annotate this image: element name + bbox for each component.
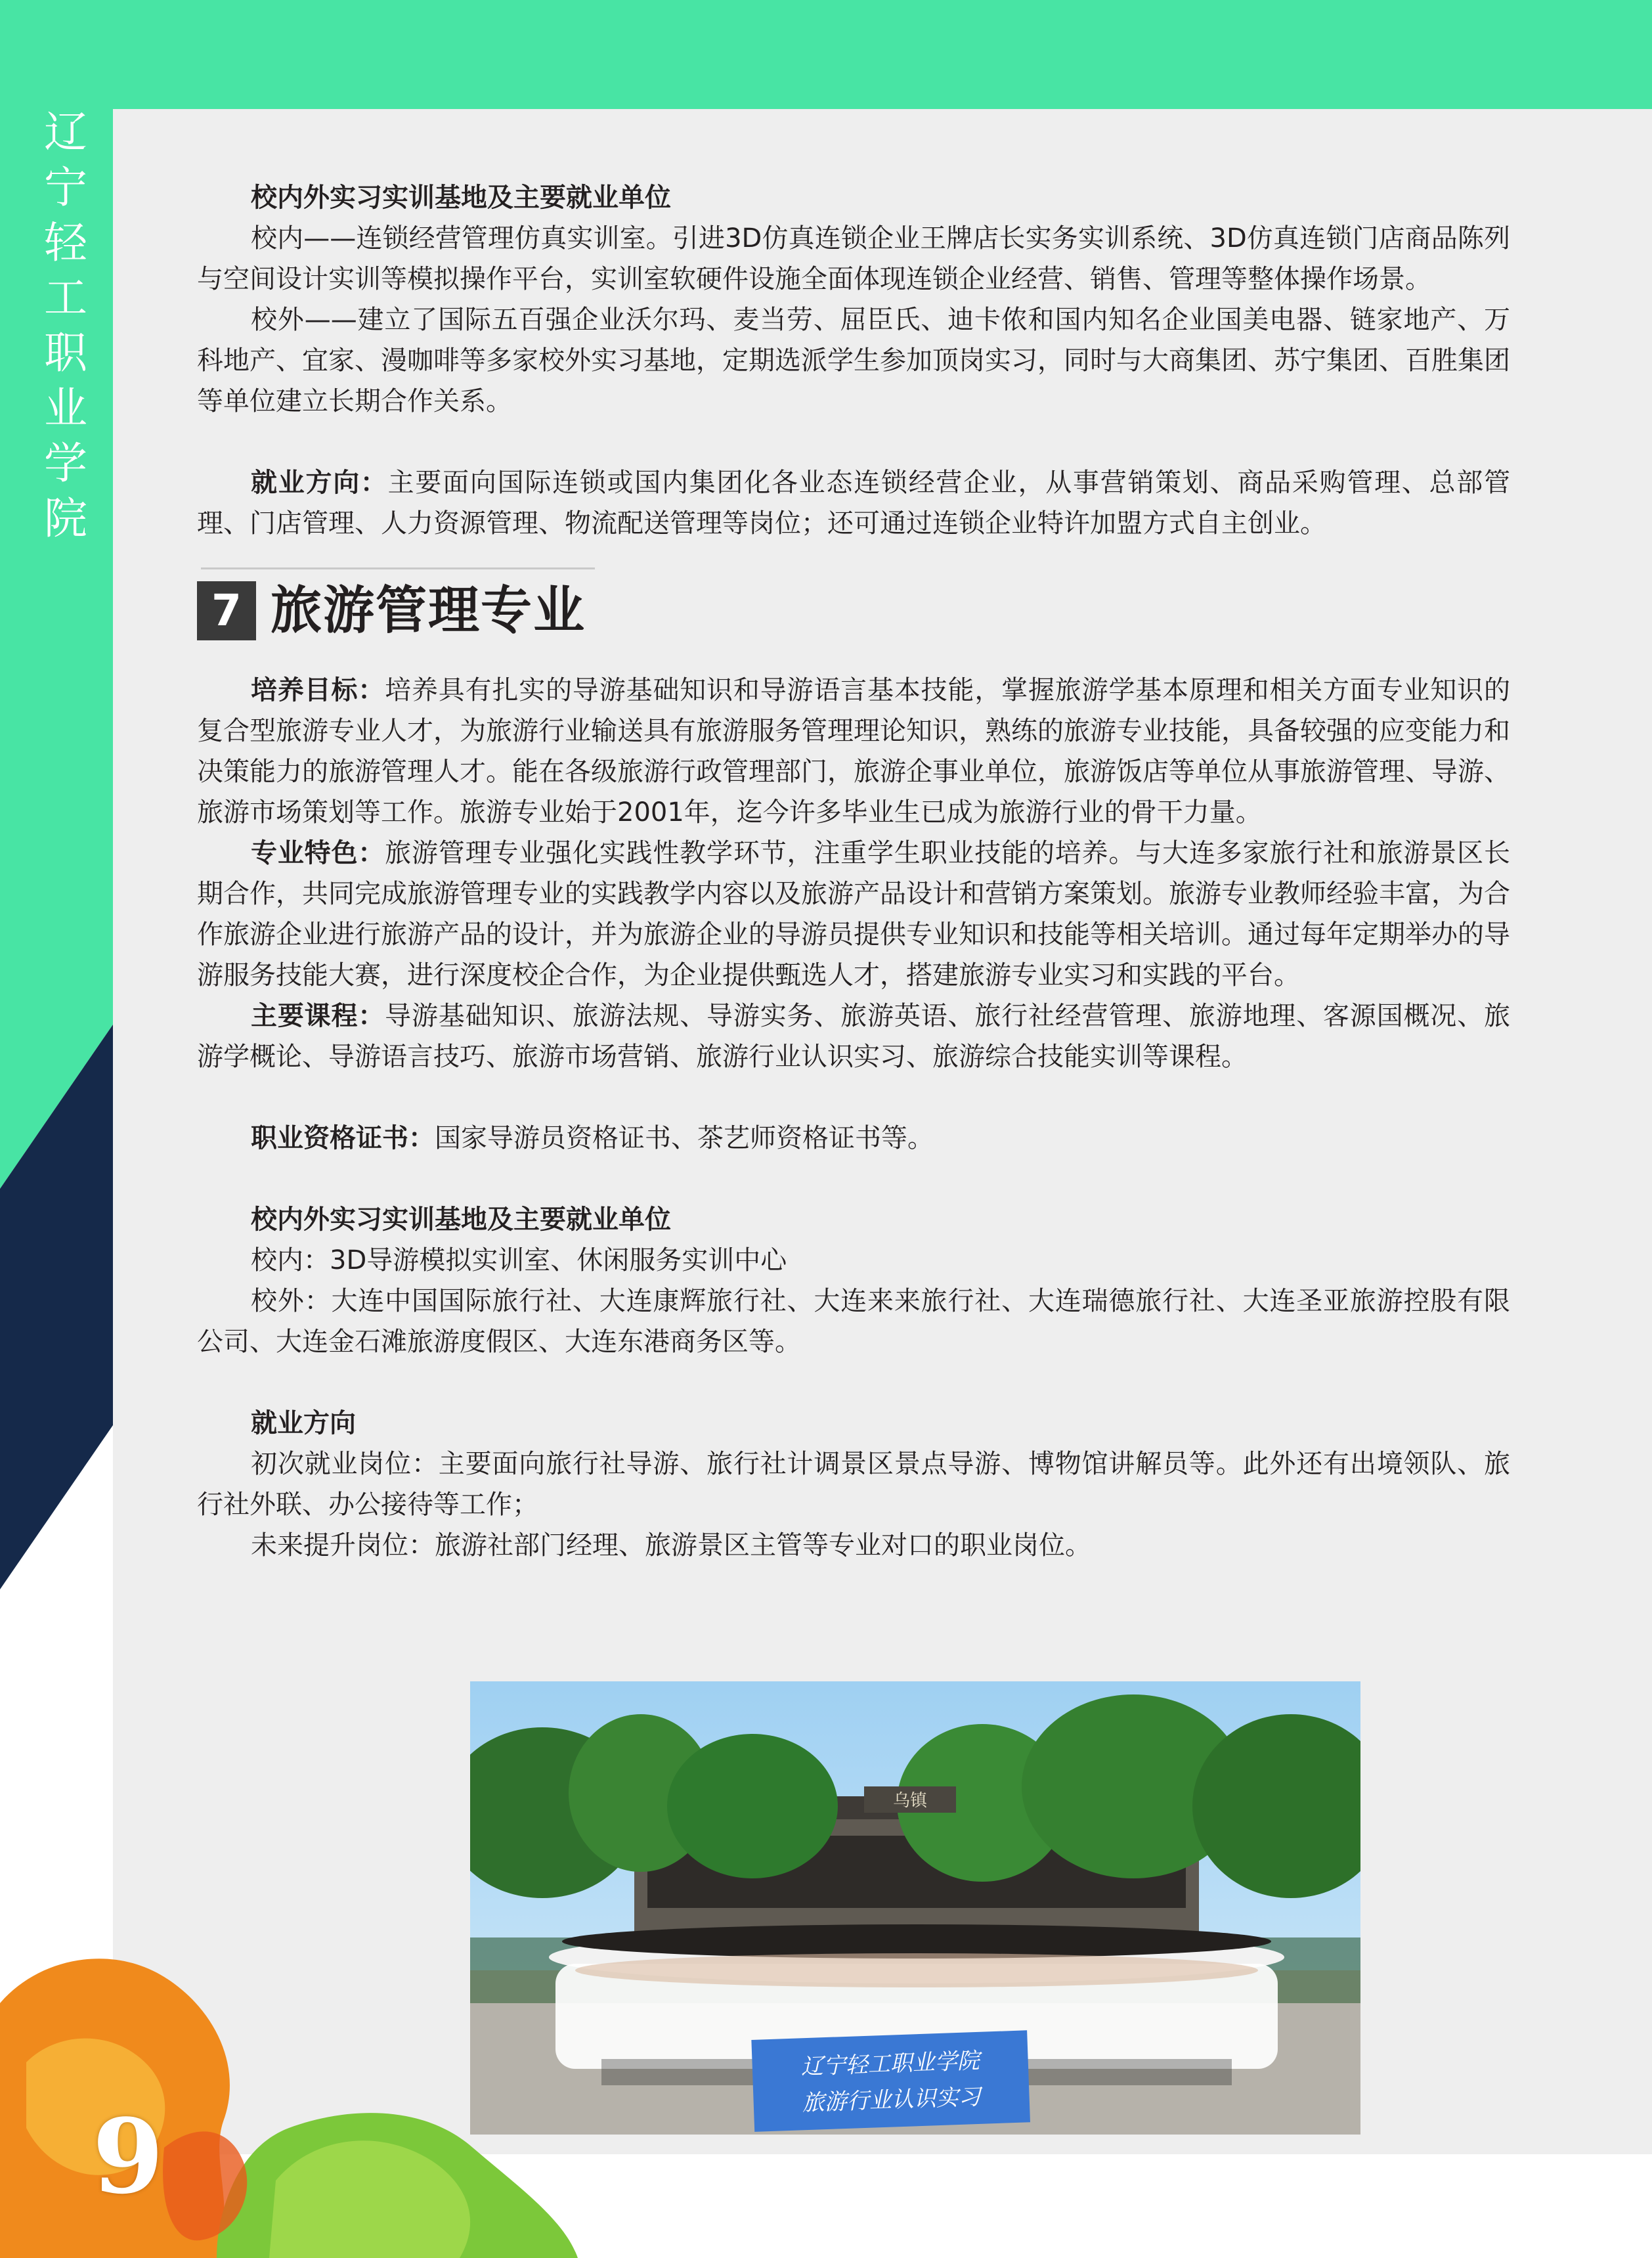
page-number: 9 xyxy=(92,2096,164,2217)
certificates: 职业资格证书：国家导游员资格证书、茶艺师资格证书等。 xyxy=(251,1123,934,1153)
section-heading xyxy=(197,567,1510,645)
base-top-outside: 校外——建立了国际五百强企业沃尔玛、麦当劳、屈臣氏、迪卡侬和国内知名企业国美电器、链家地产、万科地产、宜家、漫咖啡等多家校外实习基地，定期选派学生参加顶岗实习，同时与大商集团、苏宁集团、百胜集团等单位建立长期合作关系。 xyxy=(197,305,1510,416)
base-top-heading: 校内外实习实训基地及主要就业单位 xyxy=(251,183,671,213)
side-band xyxy=(0,0,113,2258)
base-top-inside: 校内——连锁经营管理仿真实训室。引进3D仿真连锁企业王牌店长实务实训系统、3D仿真连锁门店商品陈列与空间设计实训等模拟操作平台，实训室软硬件设施全面体现连锁企业经营、销售、管理等整体操作场景。 xyxy=(197,223,1510,294)
article-body xyxy=(197,177,1510,1566)
employment-bottom-heading: 就业方向 xyxy=(251,1408,356,1438)
base-bottom-inside: 校内：3D导游模拟实训室、休闲服务实训中心 xyxy=(251,1245,787,1275)
employment-top: 就业方向：主要面向国际连锁或国内集团化各业态连锁经营企业，从事营销策划、商品采购管理、总部管理、门店管理、人力资源管理、物流配送管理等岗位；还可通过连锁企业特许加盟方式自主创业。 xyxy=(197,468,1511,539)
section-title: 旅游管理专业 xyxy=(271,581,586,640)
banner-line1: 辽宁轻工职业学院 xyxy=(800,2047,980,2081)
section-rule xyxy=(201,567,595,569)
top-color-band xyxy=(0,0,1652,109)
gate-sign: 乌镇 xyxy=(892,1791,928,1811)
base-bottom-heading: 校内外实习实训基地及主要就业单位 xyxy=(251,1205,671,1235)
banner-line2: 旅游行业认识实习 xyxy=(802,2083,982,2117)
training-goal: 培养目标：培养具有扎实的导游基础知识和导游语言基本技能，掌握旅游学基本原理和相关方面专业知识的复合型旅游专业人才，为旅游行业输送具有旅游服务管理理论知识，熟练的旅游专业技能，具备较强的应变能力和决策能力的旅游管理人才。能在各级旅游行政管理部门，旅游企事业单位，旅游饭店等单位从事旅游管理、导游、旅游市场策划等工作。旅游专业始于2001年，迄今许多毕业生已成为旅游行业的骨干力量。 xyxy=(197,675,1511,828)
main-courses: 主要课程：导游基础知识、旅游法规、导游实务、旅游英语、旅行社经营管理、旅游地理、客源国概况、旅游学概论、导游语言技巧、旅游市场营销、旅游行业认识实习、旅游综合技能实训等课程。 xyxy=(197,1001,1511,1072)
base-bottom-outside: 校外：大连中国国际旅行社、大连康辉旅行社、大连来来旅行社、大连瑞德旅行社、大连圣亚旅游控股有限公司、大连金石滩旅游度假区、大连东港商务区等。 xyxy=(197,1286,1510,1357)
section-number: 7 xyxy=(197,581,256,640)
school-name-vertical: 辽 宁 轻 工 职 业 学 院 xyxy=(44,107,87,544)
employment-future: 未来提升岗位：旅游社部门经理、旅游景区主管等专业对口的职业岗位。 xyxy=(251,1530,1091,1561)
program-features: 专业特色：旅游管理专业强化实践性教学环节，注重学生职业技能的培养。与大连多家旅行社和旅游景区长期合作，共同完成旅游管理专业的实践教学内容以及旅游产品设计和营销方案策划。旅游专业教师经验丰富，为合作旅游企业进行旅游产品的设计，并为旅游企业的导游员提供专业知识和技能等相关培训。通过每年定期举办的导游服务技能大赛，进行深度校企合作，为企业提供甄选人才，搭建旅游专业实习和实践的平台。 xyxy=(197,838,1511,990)
group-photo xyxy=(470,1681,1360,2135)
employment-initial: 初次就业岗位：主要面向旅行社导游、旅行社计调景区景点导游、博物馆讲解员等。此外还有出境领队、旅行社外联、办公接待等工作； xyxy=(197,1449,1510,1520)
